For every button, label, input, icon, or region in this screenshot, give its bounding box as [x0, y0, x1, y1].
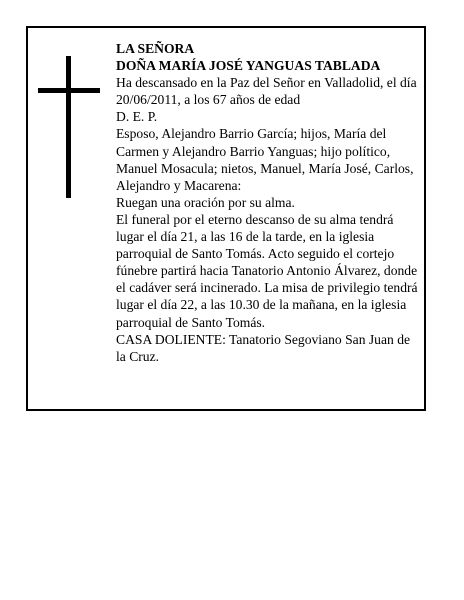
obituary-notice	[26, 26, 426, 411]
funeral-details: El funeral por el eterno descanso de su alma tendrá lugar el día 21, a las 16 de la tarde, en la iglesia parroquial de Santo Tomás. Acto seguido el cortejo fúnebre partirá hacia Tanatorio Antonio Álvarez, donde el cadáver será incinerado. La misa de privilegio tendrá lugar el día 22, a las 10.30 de la mañana, en la iglesia parroquial de Santo Tomás.	[116, 211, 418, 330]
obituary-text	[116, 40, 420, 365]
cross-icon	[38, 56, 100, 198]
rip-abbreviation: D. E. P.	[116, 109, 158, 125]
deceased-name: DOÑA MARÍA JOSÉ YANGUAS TABLADA	[116, 58, 381, 74]
cross-vertical-bar	[66, 56, 71, 198]
cross-horizontal-bar	[38, 88, 100, 93]
death-statement: Ha descansado en la Paz del Señor en Valladolid, el día 20/06/2011, a los 67 años de edad	[116, 75, 417, 108]
mourning-house: CASA DOLIENTE: Tanatorio Segoviano San Juan de la Cruz.	[116, 331, 411, 364]
notice-heading: LA SEÑORA	[116, 41, 195, 56]
prayer-request: Ruegan una oración por su alma.	[116, 194, 295, 210]
family-list: Esposo, Alejandro Barrio García; hijos, María del Carmen y Alejandro Barrio Yanguas; hijo político, Manuel Mosacula; nietos, Manuel, María José, Carlos, Alejandro y Macarena:	[116, 126, 414, 193]
